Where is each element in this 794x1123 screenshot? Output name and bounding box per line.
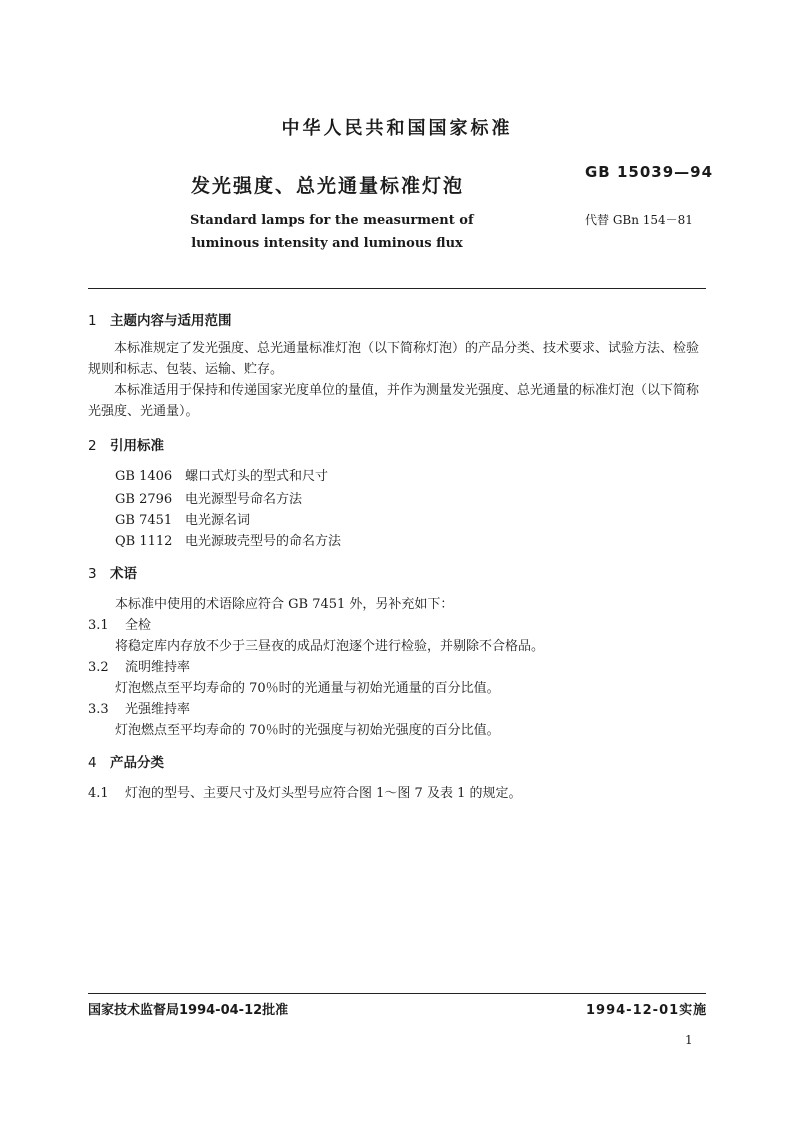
- title-en-line-2: luminous intensity and luminous flux: [191, 236, 463, 251]
- section-1-paragraph-1: 本标准规定了发光强度、总光通量标准灯泡（以下简称灯泡）的产品分类、技术要求、试验方法、检验规则和标志、包装、运输、贮存。: [88, 341, 700, 377]
- document-title-chinese: 发光强度、总光通量标准灯泡: [191, 175, 465, 197]
- section-4-heading: [88, 751, 164, 771]
- reference-name: 螺口式灯头的型式和尺寸: [185, 469, 329, 484]
- header-divider: [88, 288, 706, 289]
- term-number: 3.1: [88, 618, 109, 633]
- section-4-number: 4: [88, 755, 97, 771]
- term-3-2: [88, 656, 190, 675]
- document-title-english: [190, 209, 474, 255]
- implementation-date: 1994-12-01实施: [586, 1003, 708, 1018]
- section-1-title: 主题内容与适用范围: [110, 313, 232, 329]
- page-number: 1: [685, 1033, 693, 1047]
- reference-name: 电光源名词: [185, 513, 251, 528]
- term-3-3: [88, 698, 190, 717]
- standard-category-title: 中华人民共和国国家标准: [281, 118, 513, 139]
- reference-name: 电光源型号命名方法: [185, 492, 303, 507]
- reference-code: GB 7451: [115, 513, 173, 528]
- section-2-number: 2: [88, 438, 97, 454]
- section-2-title: 引用标准: [110, 438, 164, 454]
- reference-code: GB 1406: [115, 469, 173, 484]
- term-3-3-definition: 灯泡燃点至平均寿命的 70％时的光强度与初始光强度的百分比值。: [115, 723, 500, 738]
- section-3-intro: 本标准中使用的术语除应符合 GB 7451 外，另补充如下：: [115, 597, 454, 612]
- section-3-heading: [88, 562, 137, 582]
- reference-item: [115, 465, 328, 484]
- reference-item: [115, 530, 341, 549]
- term-3-1: [88, 614, 151, 633]
- replaces-standard: 代替 GBn 154－81: [585, 213, 693, 227]
- clause-text: 灯泡的型号、主要尺寸及灯头型号应符合图 1～图 7 及表 1 的规定。: [125, 786, 522, 801]
- section-3-number: 3: [88, 566, 97, 582]
- section-3-title: 术语: [110, 566, 137, 582]
- term-name: 流明维持率: [125, 660, 191, 675]
- section-1-heading: [88, 309, 232, 329]
- footer-divider: [88, 993, 706, 994]
- term-3-1-definition: 将稳定库内存放不少于三昼夜的成品灯泡逐个进行检验，并剔除不合格品。: [115, 639, 545, 654]
- reference-item: [115, 509, 250, 528]
- section-1-number: 1: [88, 313, 97, 329]
- reference-item: [115, 488, 302, 507]
- standard-number: GB 15039—94: [585, 163, 714, 181]
- term-number: 3.3: [88, 702, 109, 717]
- section-1-paragraph-2: 本标准适用于保持和传递国家光度单位的量值，并作为测量发光强度、总光通量的标准灯泡（以下简称光强度、光通量）。: [88, 383, 700, 419]
- term-name: 光强维持率: [125, 702, 191, 717]
- reference-code: QB 1112: [115, 534, 173, 549]
- title-en-line-1: Standard lamps for the measurment of: [190, 213, 474, 228]
- clause-4-1: [88, 782, 521, 801]
- term-3-2-definition: 灯泡燃点至平均寿命的 70％时的光通量与初始光通量的百分比值。: [115, 681, 500, 696]
- term-name: 全检: [125, 618, 152, 633]
- reference-name: 电光源玻壳型号的命名方法: [185, 534, 342, 549]
- clause-number: 4.1: [88, 786, 109, 801]
- reference-code: GB 2796: [115, 492, 173, 507]
- term-number: 3.2: [88, 660, 109, 675]
- section-4-title: 产品分类: [110, 755, 164, 771]
- approval-statement: 国家技术监督局1994-04-12批准: [88, 1003, 289, 1018]
- section-2-heading: [88, 434, 164, 454]
